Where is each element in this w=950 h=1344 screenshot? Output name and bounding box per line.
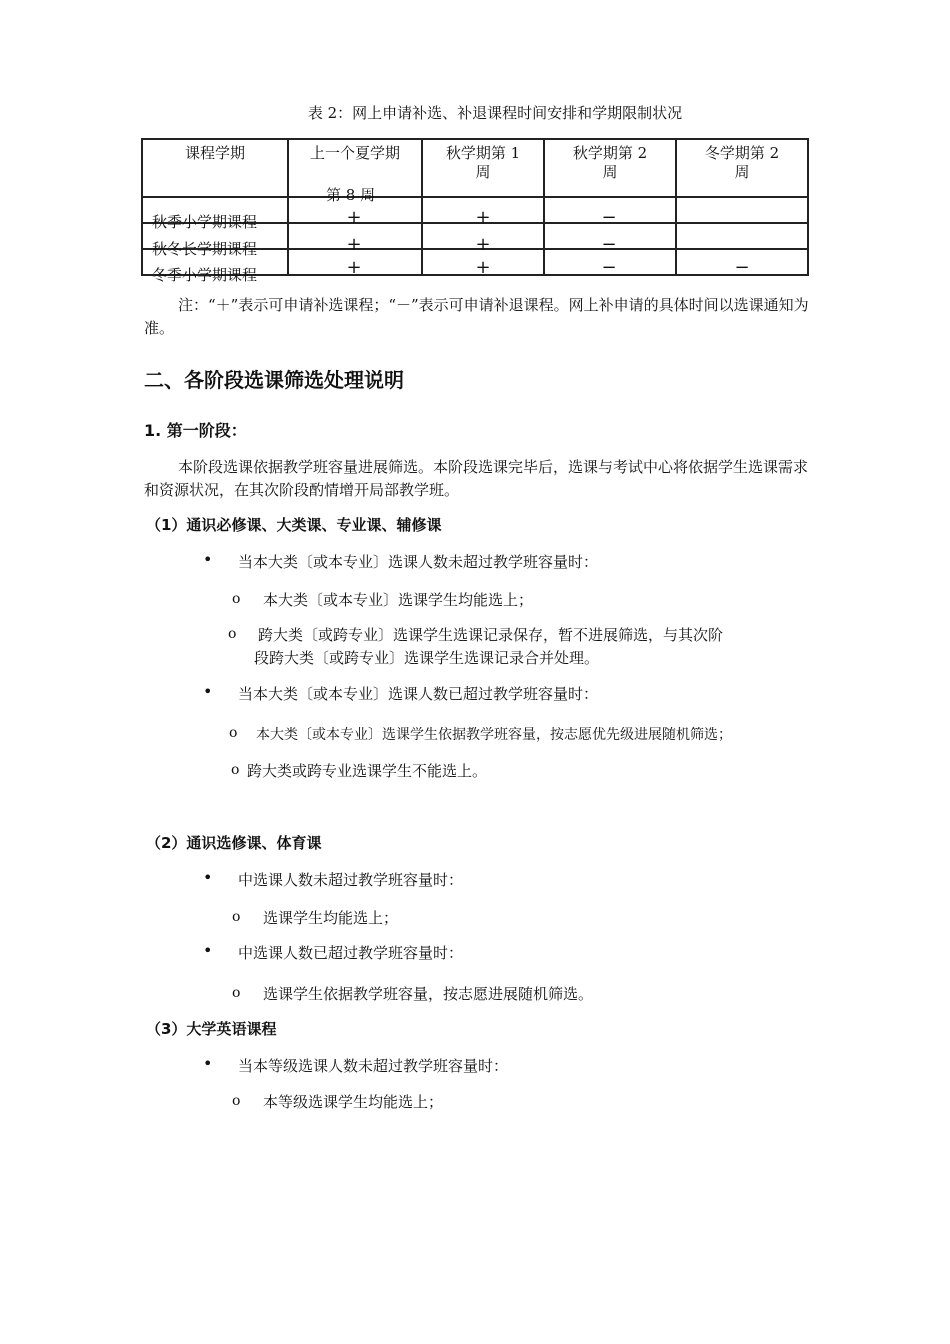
header-cell xyxy=(676,139,808,197)
sub-bullet-icon: o xyxy=(229,725,238,741)
stage1-title: 1. 第一阶段： xyxy=(144,421,247,440)
header-autumn-w2: 秋学期第 2 周 xyxy=(572,144,648,181)
table-note: 注：“＋”表示可申请补选课程；“－”表示可申请补退课程。网上补申请的具体时间以选课通知为准。 xyxy=(144,296,809,337)
part3-title: （3）大学英语课程 xyxy=(146,1020,277,1038)
mark-minus: − xyxy=(601,207,617,228)
part1-bullet1-sub2-line2: 段跨大类〔或跨专业〕选课学生选课记录合并处理。 xyxy=(254,649,600,667)
table-caption: 表 2：网上申请补选、补退课程时间安排和学期限制状况 xyxy=(307,104,683,122)
part2-bullet2: 中选课人数已超过教学班容量时： xyxy=(238,944,464,962)
mark-plus: + xyxy=(475,207,491,228)
bullet-icon: • xyxy=(203,941,213,960)
part2-title: （2）通识选修课、体育课 xyxy=(146,834,322,852)
part1-bullet1-sub1: 本大类〔或本专业〕选课学生均能选上； xyxy=(263,591,534,609)
header-course-term: 课程学期 xyxy=(184,144,245,162)
header-cell xyxy=(142,139,288,197)
part1-bullet2-sub1: 本大类〔或本专业〕选课学生依据教学班容量，按志愿优先级进展随机筛选； xyxy=(256,727,732,743)
bullet-icon: • xyxy=(203,1054,213,1073)
header-autumn-w1: 秋学期第 1 周 xyxy=(445,144,521,181)
header-cell xyxy=(544,139,676,197)
table-cell xyxy=(676,223,808,249)
section-title: 二、各阶段选课筛选处理说明 xyxy=(144,368,404,392)
mark-minus: − xyxy=(601,234,617,255)
row-label: 秋冬长学期课程 xyxy=(152,240,258,258)
stage1-intro: 本阶段选课依据教学班容量进展筛选。本阶段选课完毕后，选课与考试中心将依据学生选课需求和资源状况，在其次阶段酌情增开局部教学班。 xyxy=(144,458,809,499)
header-sub-week8: 第 8 周 xyxy=(326,186,376,204)
bullet-icon: • xyxy=(203,550,213,569)
part1-bullet2: 当本大类〔或本专业〕选课人数已超过教学班容量时： xyxy=(238,685,599,703)
part2-bullet2-sub1: 选课学生依据教学班容量，按志愿进展随机筛选。 xyxy=(263,985,594,1003)
header-prev-summer: 上一个夏学期 xyxy=(309,144,400,162)
header-winter-w2: 冬学期第 2 周 xyxy=(704,144,780,181)
mark-plus: + xyxy=(475,234,491,255)
sub-bullet-icon: o xyxy=(228,626,237,642)
sub-bullet-icon: o xyxy=(232,985,241,1001)
mark-plus: + xyxy=(475,257,491,278)
mark-plus: + xyxy=(346,257,362,278)
row-label: 秋季小学期课程 xyxy=(152,213,258,231)
table-cell xyxy=(676,197,808,223)
bullet-icon: • xyxy=(203,868,213,887)
part1-bullet1: 当本大类〔或本专业〕选课人数未超过教学班容量时： xyxy=(238,553,599,571)
header-cell xyxy=(422,139,544,197)
mark-minus: − xyxy=(601,257,617,278)
part1-bullet2-sub2: 跨大类或跨专业选课学生不能选上。 xyxy=(247,762,488,780)
part3-bullet1-sub1: 本等级选课学生均能选上； xyxy=(263,1093,444,1111)
sub-bullet-icon: o xyxy=(231,762,240,778)
part2-bullet1-sub1: 选课学生均能选上； xyxy=(263,909,399,927)
bullet-icon: • xyxy=(203,682,213,701)
part1-bullet1-sub2-line1: 跨大类〔或跨专业〕选课学生选课记录保存，暂不进展筛选，与其次阶 xyxy=(258,626,724,644)
mark-plus: + xyxy=(346,234,362,255)
mark-plus: + xyxy=(346,207,362,228)
part2-bullet1: 中选课人数未超过教学班容量时： xyxy=(238,871,464,889)
part1-title: （1）通识必修课、大类课、专业课、辅修课 xyxy=(146,516,442,534)
part3-bullet1: 当本等级选课人数未超过教学班容量时： xyxy=(238,1057,509,1075)
sub-bullet-icon: o xyxy=(232,909,241,925)
sub-bullet-icon: o xyxy=(232,1093,241,1109)
sub-bullet-icon: o xyxy=(232,591,241,607)
mark-minus: − xyxy=(734,257,750,278)
row-label: 冬季小学期课程 xyxy=(152,266,258,284)
